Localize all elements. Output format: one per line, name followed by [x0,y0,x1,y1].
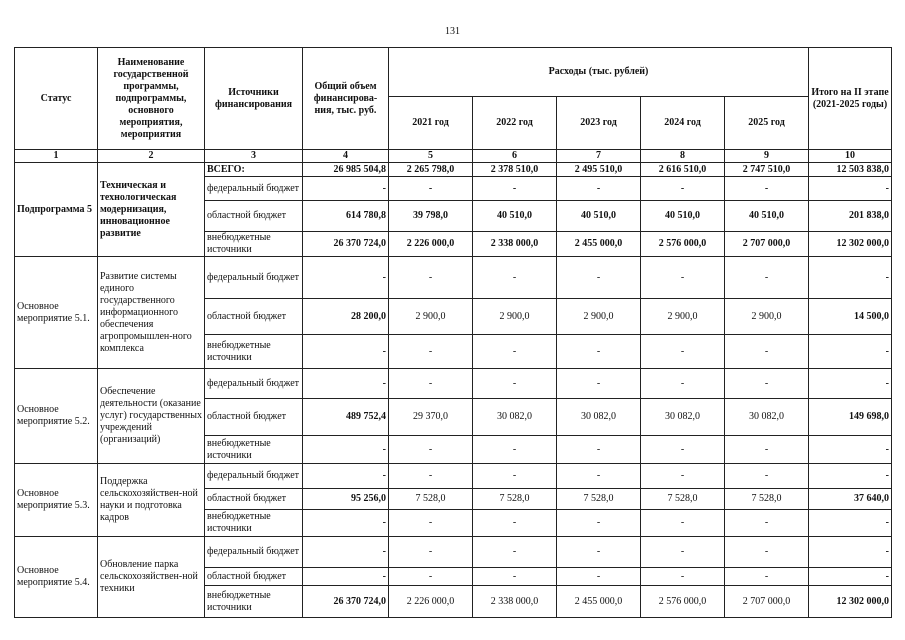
year-value-cell: - [389,177,473,201]
total-volume-cell: - [303,335,389,369]
year-value-cell: - [473,257,557,299]
year-value-cell: - [557,369,641,399]
total-volume-cell: 26 370 724,0 [303,586,389,618]
total-volume-cell: - [303,537,389,568]
year-value-cell: - [389,537,473,568]
itogo-cell: 14 500,0 [809,299,892,335]
year-value-cell: - [473,537,557,568]
header-itogo: Итого на II этапе (2021-2025 годы) [809,48,892,150]
year-value-cell: 7 528,0 [725,489,809,510]
itogo-cell: 12 302 000,0 [809,586,892,618]
header-sources: Источники финансирования [205,48,303,150]
year-value-cell: - [641,177,725,201]
year-value-cell: 30 082,0 [557,399,641,436]
itogo-cell: 12 503 838,0 [809,163,892,177]
year-value-cell: - [725,177,809,201]
total-volume-cell: - [303,436,389,464]
year-value-cell: 2 900,0 [473,299,557,335]
year-value-cell: - [557,510,641,537]
total-volume-cell: 95 256,0 [303,489,389,510]
source-cell: областной бюджет [205,399,303,436]
year-value-cell: 7 528,0 [473,489,557,510]
itogo-cell: 12 302 000,0 [809,232,892,257]
header-year: 2024 год [641,97,725,150]
source-cell: внебюджетные источники [205,232,303,257]
year-value-cell: 40 510,0 [473,201,557,232]
year-value-cell: - [389,510,473,537]
year-value-cell: - [641,464,725,489]
itogo-cell: 201 838,0 [809,201,892,232]
column-number: 7 [557,150,641,163]
year-value-cell: - [473,436,557,464]
year-value-cell: - [389,464,473,489]
header-year: 2023 год [557,97,641,150]
source-cell: федеральный бюджет [205,257,303,299]
itogo-cell: - [809,436,892,464]
year-value-cell: - [641,369,725,399]
total-volume-cell: - [303,369,389,399]
year-value-cell: - [725,436,809,464]
year-value-cell: 2 265 798,0 [389,163,473,177]
column-number: 8 [641,150,725,163]
header-expenses: Расходы (тыс. рублей) [389,48,809,97]
source-cell: внебюджетные источники [205,335,303,369]
program-name-cell: Обновление парка сельскохозяйствен-ной техники [98,537,205,618]
source-cell: федеральный бюджет [205,369,303,399]
header-year: 2025 год [725,97,809,150]
itogo-cell: - [809,177,892,201]
year-value-cell: 2 455 000,0 [557,232,641,257]
year-value-cell: 2 226 000,0 [389,232,473,257]
source-cell: внебюджетные источники [205,586,303,618]
year-value-cell: - [473,464,557,489]
table-row [15,464,892,489]
year-value-cell: 7 528,0 [641,489,725,510]
year-value-cell: 2 616 510,0 [641,163,725,177]
year-value-cell: - [557,177,641,201]
itogo-cell: - [809,510,892,537]
source-cell: областной бюджет [205,201,303,232]
program-name-cell: Поддержка сельскохозяйствен-ной науки и подготовка кадров [98,464,205,537]
year-value-cell: 40 510,0 [641,201,725,232]
itogo-cell: 149 698,0 [809,399,892,436]
total-volume-cell: 489 752,4 [303,399,389,436]
year-value-cell: - [557,335,641,369]
year-value-cell: - [725,537,809,568]
year-value-cell: - [473,568,557,586]
year-value-cell: 30 082,0 [641,399,725,436]
header-total-volume: Общий объем финансирова-ния, тыс. руб. [303,48,389,150]
header-status: Статус [15,48,98,150]
source-cell: внебюджетные источники [205,436,303,464]
program-name-cell: Обеспечение деятельности (оказание услуг) государственных учреждений (организаций) [98,369,205,464]
year-value-cell: - [389,369,473,399]
year-value-cell: 2 707 000,0 [725,232,809,257]
year-value-cell: - [725,369,809,399]
year-value-cell: 30 082,0 [725,399,809,436]
header-year: 2021 год [389,97,473,150]
year-value-cell: 2 707 000,0 [725,586,809,618]
column-number: 3 [205,150,303,163]
source-cell: ВСЕГО: [205,163,303,177]
program-name-cell: Развитие системы единого государственного информационного обеспечения агропромышлен-ного комплекса [98,257,205,369]
year-value-cell: - [641,436,725,464]
itogo-cell: 37 640,0 [809,489,892,510]
year-value-cell: - [557,436,641,464]
status-cell: Основное мероприятие 5.3. [15,464,98,537]
total-volume-cell: - [303,257,389,299]
total-volume-cell: 26 370 724,0 [303,232,389,257]
year-value-cell: 2 747 510,0 [725,163,809,177]
total-volume-cell: - [303,510,389,537]
year-value-cell: - [725,257,809,299]
year-value-cell: 2 455 000,0 [557,586,641,618]
itogo-cell: - [809,464,892,489]
source-cell: областной бюджет [205,489,303,510]
total-volume-cell: - [303,177,389,201]
year-value-cell: - [473,369,557,399]
year-value-cell: 2 378 510,0 [473,163,557,177]
year-value-cell: - [641,568,725,586]
year-value-cell: 2 576 000,0 [641,586,725,618]
column-number: 1 [15,150,98,163]
year-value-cell: 39 798,0 [389,201,473,232]
source-cell: областной бюджет [205,299,303,335]
itogo-cell: - [809,335,892,369]
status-cell: Основное мероприятие 5.2. [15,369,98,464]
total-volume-cell: - [303,568,389,586]
year-value-cell: - [641,257,725,299]
year-value-cell: - [389,257,473,299]
itogo-cell: - [809,257,892,299]
year-value-cell: - [641,537,725,568]
year-value-cell: 40 510,0 [725,201,809,232]
year-value-cell: 7 528,0 [389,489,473,510]
year-value-cell: 7 528,0 [557,489,641,510]
year-value-cell: - [473,510,557,537]
year-value-cell: 2 900,0 [641,299,725,335]
itogo-cell: - [809,369,892,399]
year-value-cell: 2 900,0 [557,299,641,335]
status-cell: Основное мероприятие 5.1. [15,257,98,369]
year-value-cell: - [725,568,809,586]
source-cell: федеральный бюджет [205,464,303,489]
column-number: 4 [303,150,389,163]
year-value-cell: 2 900,0 [725,299,809,335]
total-volume-cell: 26 985 504,8 [303,163,389,177]
year-value-cell: - [389,436,473,464]
year-value-cell: - [557,568,641,586]
table-row [15,163,892,177]
year-value-cell: 2 338 000,0 [473,586,557,618]
year-value-cell: - [725,510,809,537]
column-number: 6 [473,150,557,163]
column-number: 2 [98,150,205,163]
page-number: 131 [445,26,460,37]
table-row [15,257,892,299]
program-name-cell: Техническая и технологическая модернизация, инновационное развитие [98,163,205,257]
status-cell: Подпрограмма 5 [15,163,98,257]
financing-table [14,47,892,618]
total-volume-cell: 28 200,0 [303,299,389,335]
year-value-cell: 2 576 000,0 [641,232,725,257]
source-cell: внебюджетные источники [205,510,303,537]
year-value-cell: - [473,177,557,201]
total-volume-cell: - [303,464,389,489]
year-value-cell: 30 082,0 [473,399,557,436]
year-value-cell: - [557,537,641,568]
year-value-cell: 40 510,0 [557,201,641,232]
year-value-cell: - [641,510,725,537]
source-cell: федеральный бюджет [205,177,303,201]
column-number: 9 [725,150,809,163]
source-cell: федеральный бюджет [205,537,303,568]
total-volume-cell: 614 780,8 [303,201,389,232]
year-value-cell: - [389,335,473,369]
source-cell: областной бюджет [205,568,303,586]
itogo-cell: - [809,568,892,586]
year-value-cell: 2 900,0 [389,299,473,335]
year-value-cell: 2 338 000,0 [473,232,557,257]
itogo-cell: - [809,537,892,568]
year-value-cell: - [389,568,473,586]
table-row [15,537,892,568]
year-value-cell: - [641,335,725,369]
year-value-cell: - [557,464,641,489]
header-name: Наименование государственной программы, подпрограммы, основного мероприятия, мероприятия [98,48,205,150]
status-cell: Основное мероприятие 5.4. [15,537,98,618]
header-year: 2022 год [473,97,557,150]
column-number: 10 [809,150,892,163]
column-number: 5 [389,150,473,163]
year-value-cell: - [725,464,809,489]
year-value-cell: - [473,335,557,369]
year-value-cell: - [725,335,809,369]
year-value-cell: 2 226 000,0 [389,586,473,618]
year-value-cell: - [557,257,641,299]
year-value-cell: 2 495 510,0 [557,163,641,177]
table-row [15,369,892,399]
year-value-cell: 29 370,0 [389,399,473,436]
